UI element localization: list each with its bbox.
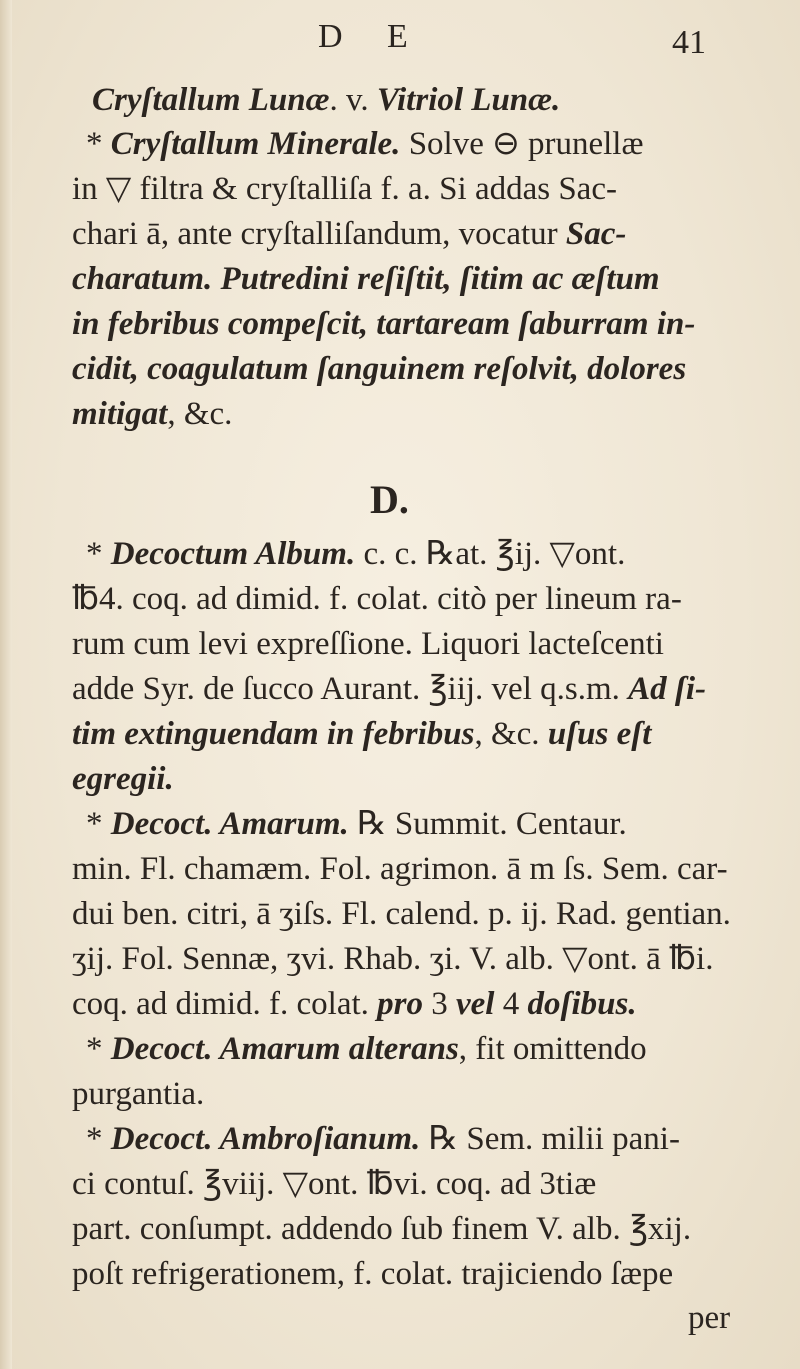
text-line xyxy=(72,763,174,796)
text-line xyxy=(72,898,731,931)
text-line xyxy=(86,538,625,571)
text-line xyxy=(72,943,713,976)
text-segment: 3 xyxy=(423,986,457,1022)
text-segment: adde Syr. de ſucco Aurant. ℥iij. vel q.s.m. xyxy=(72,671,629,707)
text-segment: * xyxy=(86,1121,111,1157)
text-segment: Ad ſi- xyxy=(628,671,707,707)
page-gutter-shadow xyxy=(0,0,12,1369)
text-segment: Vitriol Lunæ. xyxy=(376,82,561,118)
text-segment: ℞ Sem. milii pani- xyxy=(420,1121,680,1157)
text-line xyxy=(72,398,232,431)
text-segment: mitigat xyxy=(72,396,168,432)
text-segment: Sac- xyxy=(565,216,627,252)
text-segment: Cryſtallum Minerale. xyxy=(110,126,401,162)
text-segment: c. c. ℞at. ℥ij. ▽ont. xyxy=(355,536,626,572)
text-segment: in ▽ filtra & cryſtalliſa f. a. Si addas Sac- xyxy=(72,171,617,207)
text-segment: * xyxy=(86,806,111,842)
text-segment: ℔4. coq. ad dimid. f. colat. citò per lineum ra- xyxy=(72,581,682,617)
text-segment: pro xyxy=(377,986,424,1022)
text-line xyxy=(86,1033,647,1066)
page-header xyxy=(0,18,800,66)
section-letter: D. xyxy=(370,477,409,522)
text-segment: Decoctum Album. xyxy=(110,536,356,572)
text-line xyxy=(72,173,617,206)
text-line xyxy=(72,353,686,386)
text-segment: vel xyxy=(456,986,495,1022)
text-segment: , &c. xyxy=(167,396,233,432)
text-segment: charatum. Putredini reſiſtit, ſitim ac æſtum xyxy=(72,261,660,297)
text-line xyxy=(72,218,626,251)
text-line xyxy=(72,263,660,296)
text-line xyxy=(86,808,627,841)
text-line xyxy=(86,128,644,161)
text-line xyxy=(72,583,682,616)
text-segment: egregii. xyxy=(72,761,174,797)
text-segment: rum cum levi expreſſione. Liquori lacteſcenti xyxy=(72,626,664,662)
page-number: 41 xyxy=(672,24,706,61)
text-segment: ci contuſ. ℥viij. ▽ont. ℔vi. coq. ad 3tiæ xyxy=(72,1166,597,1202)
catchword: per xyxy=(688,1300,731,1336)
text-segment: , fit omittendo xyxy=(458,1031,647,1067)
text-segment: doſibus. xyxy=(527,986,637,1022)
text-segment: purgantia. xyxy=(72,1076,205,1112)
text-line xyxy=(72,1078,204,1111)
text-segment: coq. ad dimid. f. colat. xyxy=(72,986,378,1022)
text-segment: ℞ Summit. Centaur. xyxy=(348,806,627,842)
text-segment: Cryſtallum Lunæ xyxy=(92,82,330,118)
text-line xyxy=(92,84,560,117)
running-head: D E xyxy=(318,18,426,55)
text-line xyxy=(72,1258,673,1291)
text-segment: Decoct. Ambroſianum. xyxy=(110,1121,421,1157)
text-segment: 4 xyxy=(494,986,528,1022)
text-line xyxy=(72,628,664,661)
text-line xyxy=(72,308,695,341)
text-segment: part. conſumpt. addendo ſub finem V. alb. ℥xij. xyxy=(72,1211,692,1247)
text-line xyxy=(72,853,728,886)
text-segment: . v. xyxy=(329,82,377,118)
text-line xyxy=(72,988,637,1021)
text-segment: cidit, coagulatum ſanguinem reſolvit, dolores xyxy=(72,351,687,387)
text-segment: dui ben. citri, ā ʒiſs. Fl. calend. p. ij. Rad. gentian. xyxy=(72,896,731,932)
text-segment: uſus eſt xyxy=(547,716,652,752)
text-segment: poſt refrigerationem, f. colat. trajiciendo ſæpe xyxy=(72,1256,674,1292)
text-segment: Solve ⊖ prunellæ xyxy=(400,126,644,162)
text-segment: Decoct. Amarum alterans xyxy=(110,1031,459,1067)
text-line xyxy=(72,1213,691,1246)
text-segment: * xyxy=(86,1031,111,1067)
text-segment: min. Fl. chamæm. Fol. agrimon. ā m ſs. Sem. car- xyxy=(72,851,728,887)
text-segment: in febribus compeſcit, tartaream ſaburram in- xyxy=(72,306,696,342)
text-segment: ʒij. Fol. Sennæ, ʒvi. Rhab. ʒi. V. alb. ▽ont. ā ℔i. xyxy=(72,941,714,977)
text-segment: chari ā, ante cryſtalliſandum, vocatur xyxy=(72,216,566,252)
text-segment: * xyxy=(86,126,111,162)
text-segment: tim extinguendam in febribus xyxy=(72,716,475,752)
text-line xyxy=(86,1123,680,1156)
text-line xyxy=(72,718,651,751)
text-segment: * xyxy=(86,536,111,572)
text-segment: , &c. xyxy=(474,716,548,752)
text-segment: Decoct. Amarum. xyxy=(110,806,349,842)
text-line xyxy=(72,1168,596,1201)
text-line xyxy=(72,673,706,706)
